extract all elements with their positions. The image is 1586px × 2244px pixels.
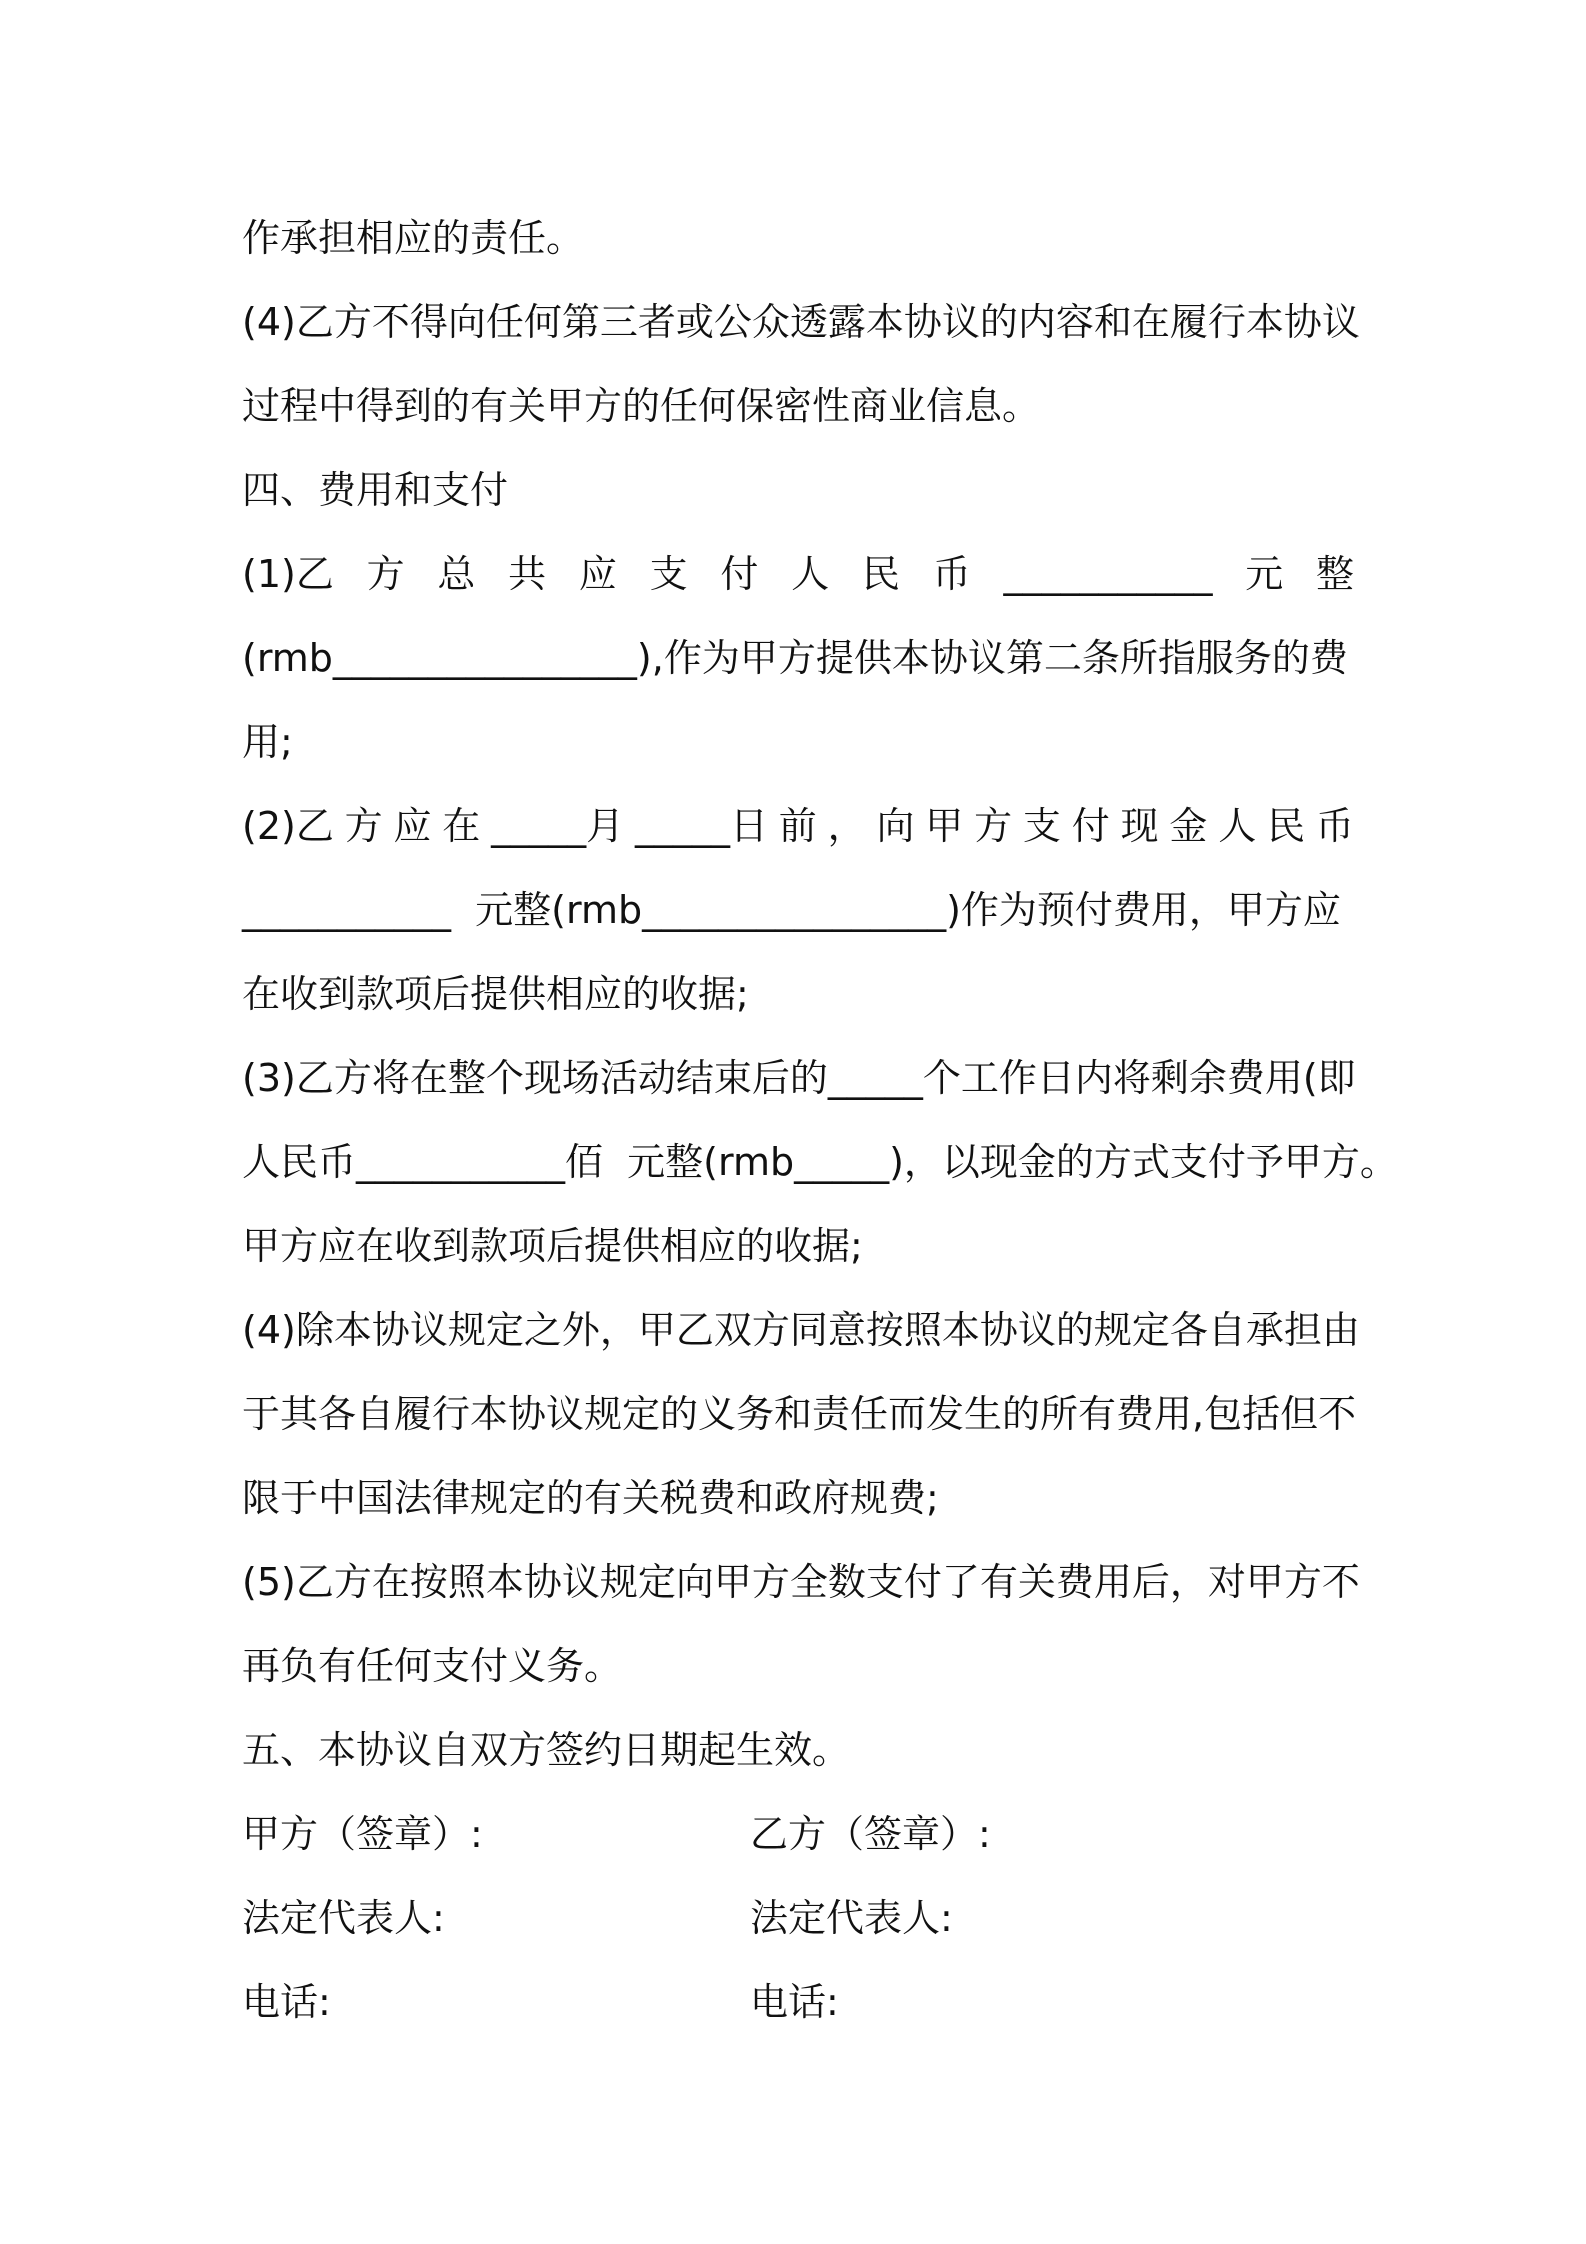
text-token: 现 (1120, 804, 1159, 848)
text-token: 人 (1218, 804, 1257, 848)
blank-field: _____日 (634, 804, 768, 848)
text-token: 币 (932, 552, 971, 596)
text-token: 方 (974, 804, 1013, 848)
text-token: 共 (508, 552, 547, 596)
party-b-phone-label: 电话: (750, 1980, 839, 2024)
party-a-phone-label: 电话: (242, 1980, 331, 2024)
text-token: 元 (1245, 552, 1284, 596)
text-token: 在 (442, 804, 481, 848)
text-line: 限于中国法律规定的有关税费和政府规费; (242, 1476, 939, 1520)
text-token: 付 (720, 552, 759, 596)
text-token: 方 (366, 552, 405, 596)
text-line: 于其各自履行本协议规定的义务和责任而发生的所有费用,包括但不 (242, 1392, 1357, 1436)
signature-row (242, 1960, 1354, 2044)
text-token: 付 (1071, 804, 1110, 848)
text-line: (rmb________________),作为甲方提供本协议第二条所指服务的费 (242, 636, 1348, 680)
justified-text-line (242, 784, 1354, 868)
text-line: 作承担相应的责任。 (242, 216, 585, 260)
text-token: 民 (1267, 804, 1306, 848)
section-heading: 四、费用和支付 (242, 468, 509, 512)
text-token: 民 (861, 552, 900, 596)
blank-field: _____月 (491, 804, 625, 848)
text-line: (5)乙方在按照本协议规定向甲方全数支付了有关费用后，对甲方不 (242, 1560, 1360, 1604)
text-line: 用; (242, 720, 293, 764)
document-body (242, 196, 1398, 2044)
text-line: 过程中得到的有关甲方的任何保密性商业信息。 (242, 384, 1041, 428)
text-line: (4)乙方不得向任何第三者或公众透露本协议的内容和在履行本协议 (242, 300, 1360, 344)
party-b-representative-label: 法定代表人: (750, 1896, 953, 1940)
text-line: 再负有任何支付义务。 (242, 1644, 623, 1688)
text-token: 甲 (925, 804, 964, 848)
text-token: (1)乙 (242, 552, 334, 596)
signature-row (242, 1876, 1354, 1960)
text-token: ， (827, 804, 866, 848)
section-heading: 五、本协议自双方签约日期起生效。 (242, 1728, 851, 1772)
text-token: 方 (344, 804, 383, 848)
text-token: 应 (578, 552, 617, 596)
text-token: (2)乙 (242, 804, 334, 848)
justified-text-line (242, 532, 1354, 616)
text-token: 整 (1315, 552, 1354, 596)
party-b-seal-label: 乙方（签章）: (750, 1812, 991, 1856)
text-line: 甲方应在收到款项后提供相应的收据; (242, 1224, 863, 1268)
party-a-seal-label: 甲方（签章）: (242, 1812, 483, 1856)
text-token: 前 (778, 804, 817, 848)
text-token: 支 (649, 552, 688, 596)
text-line: (4)除本协议规定之外，甲乙双方同意按照本协议的规定各自承担由 (242, 1308, 1360, 1352)
text-token: 支 (1022, 804, 1061, 848)
text-token: 向 (876, 804, 915, 848)
text-token: 总 (437, 552, 476, 596)
text-token: 币 (1315, 804, 1354, 848)
text-line: 人民币___________佰 元整(rmb_____)，以现金的方式支付予甲方。 (242, 1140, 1398, 1184)
text-line: 在收到款项后提供相应的收据; (242, 972, 749, 1016)
text-line: ___________ 元整(rmb________________)作为预付费用，甲方应 (242, 888, 1341, 932)
text-token: 金 (1169, 804, 1208, 848)
party-a-representative-label: 法定代表人: (242, 1896, 445, 1940)
blank-field: ___________ (1003, 552, 1213, 596)
text-token: 应 (393, 804, 432, 848)
text-token: 人 (791, 552, 830, 596)
signature-row (242, 1792, 1354, 1876)
text-line: (3)乙方将在整个现场活动结束后的_____个工作日内将剩余费用(即 (242, 1056, 1356, 1100)
